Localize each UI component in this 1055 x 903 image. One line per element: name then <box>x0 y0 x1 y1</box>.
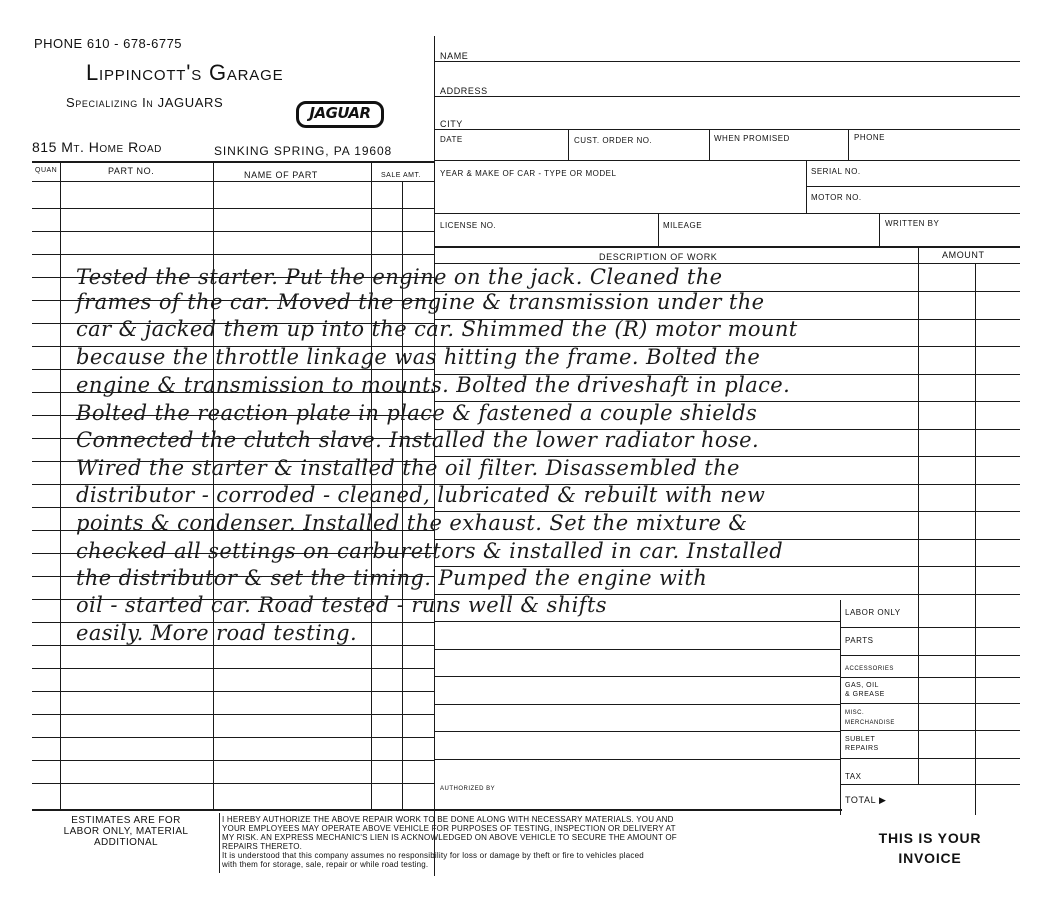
auth-line: I HEREBY AUTHORIZE THE ABOVE REPAIR WORK TO BE DONE ALONG WITH NECESSARY MATERIALS. YOU AND <box>222 815 674 824</box>
work-line: Wired the starter & installed the oil filter. Disassembled the <box>76 456 740 480</box>
work-line: Bolted the reaction plate in place & fastened a couple shields <box>76 401 758 425</box>
year-make-label: YEAR & MAKE OF CAR - TYPE OR MODEL <box>440 169 617 178</box>
estimates-line: ADDITIONAL <box>93 837 158 848</box>
invoice-line: THIS IS YOUR <box>878 830 982 846</box>
work-line: checked all settings on carburettors & installed in car. Installed <box>76 539 784 563</box>
work-row-rule <box>435 731 840 732</box>
parts-row-rule <box>32 737 435 738</box>
auth-line: REPAIRS THERETO. <box>222 842 303 851</box>
work-line: easily. More road testing. <box>76 621 358 645</box>
work-row-rule <box>435 759 840 760</box>
work-row-rule <box>435 704 840 705</box>
jaguar-logo-text: JAGUAR <box>309 104 371 122</box>
parts-row-rule <box>32 369 435 370</box>
city-address: SINKING SPRING, PA 19608 <box>214 144 393 158</box>
labor-only-label: LABOR ONLY <box>845 608 901 617</box>
parts-row-rule <box>32 208 435 209</box>
liability-line: with them for storage, sale, repair or while road testing. <box>222 860 429 869</box>
license-no-label: LICENSE NO. <box>440 221 497 230</box>
address-label: ADDRESS <box>440 86 488 96</box>
parts-row-rule <box>32 783 435 784</box>
grease-label: & GREASE <box>845 691 885 698</box>
parts-row-rule <box>32 668 435 669</box>
work-line: engine & transmission to mounts. Bolted the driveshaft in place. <box>76 373 791 397</box>
work-line: car & jacked them up into the car. Shimmed the (R) motor mount <box>76 317 798 341</box>
work-line: distributor - corroded - cleaned, lubricated & rebuilt with new <box>76 483 766 507</box>
estimates-line: LABOR ONLY, MATERIAL <box>63 826 189 837</box>
work-row-rule <box>435 649 840 650</box>
parts-header-sale-amt: SALE AMT. <box>381 172 421 179</box>
jaguar-logo <box>296 101 384 128</box>
city-label: CITY <box>440 119 463 129</box>
misc-label: MISC. <box>845 710 865 716</box>
auth-line: MY RISK. AN EXPRESS MECHANIC'S LIEN IS ACKNOWLEDGED ON ABOVE VEHICLE TO SECURE THE AMOUNT OF <box>222 833 677 842</box>
parts-row-rule <box>32 760 435 761</box>
auth-line: YOUR EMPLOYEES MAY OPERATE ABOVE VEHICLE FOR PURPOSES OF TESTING, INSPECTION OR DELIVERY AT <box>222 824 676 833</box>
work-line: the distributor & set the timing. Pumped the engine with <box>76 566 708 590</box>
work-line: Tested the starter. Put the engine on the jack. Cleaned the <box>76 265 723 289</box>
work-line: Connected the clutch slave. Installed the lower radiator hose. <box>76 428 760 452</box>
parts-header-name: NAME OF PART <box>244 170 318 180</box>
invoice-line: INVOICE <box>898 850 962 866</box>
total-label: TOTAL ▶ <box>845 795 887 805</box>
work-line: oil - started car. Road tested - runs well & shifts <box>76 593 607 617</box>
parts-header-part-no: PART NO. <box>108 166 155 176</box>
tax-label: TAX <box>845 772 862 781</box>
parts-row-rule <box>32 507 435 508</box>
parts-row-rule <box>32 254 435 255</box>
merchandise-label: MERCHANDISE <box>845 720 895 726</box>
motor-no-label: MOTOR NO. <box>811 193 862 202</box>
amount-header: AMOUNT <box>942 250 985 260</box>
when-promised-label: WHEN PROMISED <box>714 134 790 143</box>
description-of-work-header: DESCRIPTION OF WORK <box>599 252 718 262</box>
sublet-label: SUBLET <box>845 736 876 743</box>
work-row-rule <box>435 676 840 677</box>
work-line: frames of the car. Moved the engine & transmission under the <box>76 290 765 314</box>
phone-label: PHONE <box>854 133 885 142</box>
parts-row-rule <box>32 714 435 715</box>
work-line: because the throttle linkage was hitting the frame. Bolted the <box>76 345 761 369</box>
serial-no-label: SERIAL NO. <box>811 167 861 176</box>
mileage-label: MILEAGE <box>663 221 703 230</box>
date-label: DATE <box>440 135 463 144</box>
work-line: points & condenser. Installed the exhaust. Set the mixture & <box>76 511 748 535</box>
parts-charge-label: PARTS <box>845 636 874 645</box>
parts-header-quan: QUAN <box>35 167 58 174</box>
parts-row-rule <box>32 645 435 646</box>
parts-row-rule <box>32 691 435 692</box>
business-name: Lippincott's Garage <box>86 60 284 85</box>
accessories-label: ACCESSORIES <box>845 666 894 672</box>
liability-line: It is understood that this company assumes no responsibility for loss or damage by theft or fire to vehicles placed <box>222 851 644 860</box>
name-label: NAME <box>440 51 469 61</box>
specialty-line: Specializing In JAGUARS <box>66 95 224 110</box>
street-address: 815 Mt. Home Road <box>32 139 162 155</box>
invoice-notice <box>855 828 1005 868</box>
parts-row-rule <box>32 231 435 232</box>
estimates-line: ESTIMATES ARE FOR <box>71 815 181 826</box>
estimates-note <box>40 815 212 848</box>
authorized-by-label: AUTHORIZED BY <box>440 786 496 792</box>
phone-number: PHONE 610 - 678-6775 <box>34 36 183 51</box>
gas-oil-label: GAS, OIL <box>845 682 879 689</box>
repairs-label: REPAIRS <box>845 745 879 752</box>
cust-order-label: CUST. ORDER NO. <box>574 136 653 145</box>
authorization-statement <box>222 815 840 869</box>
written-by-label: WRITTEN BY <box>885 219 940 228</box>
